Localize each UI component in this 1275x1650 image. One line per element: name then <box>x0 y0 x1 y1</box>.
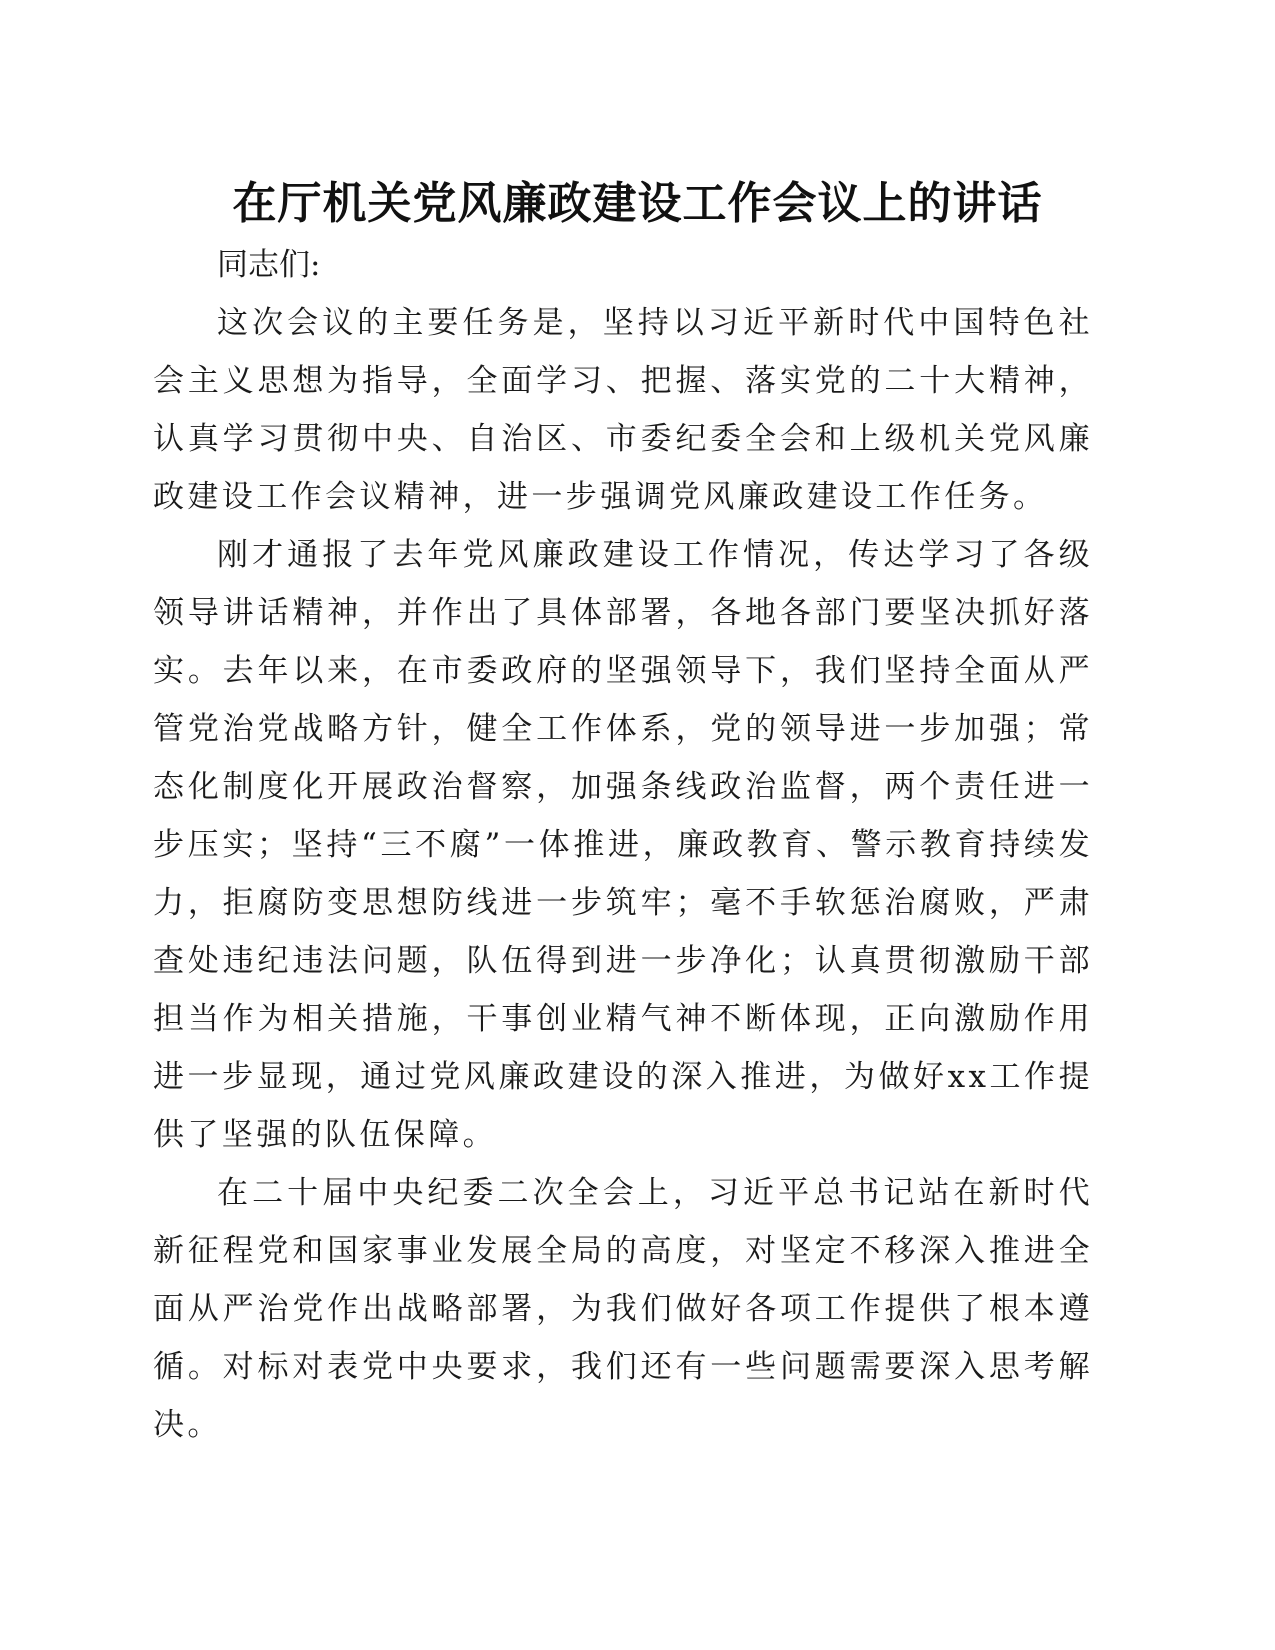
paragraph-2: 刚才通报了去年党风廉政建设工作情况，传达学习了各级领导讲话精神，并作出了具体部署，各地各部门要坚决抓好落实。去年以来，在市委政府的坚强领导下，我们坚持全面从严管党治党战略方针，健全工作体系，党的领导进一步加强；常态化制度化开展政治督察，加强条线政治监督，两个责任进一步压实；坚持“三不腐”一体推进，廉政教育、警示教育持续发力，拒腐防变思想防线进一步筑牢；毫不手软惩治腐败，严肃查处违纪违法问题，队伍得到进一步净化；认真贯彻激励干部担当作为相关措施，干事创业精气神不断体现，正向激励作用进一步显现，通过党风廉政建设的深入推进，为做好xx工作提供了坚强的队伍保障。 <box>153 537 1093 1153</box>
greeting: 同志们: <box>217 247 321 283</box>
document-body <box>153 236 1093 1454</box>
document-title: 在厅机关党风廉政建设工作会议上的讲话 <box>232 178 1043 229</box>
paragraph-1: 这次会议的主要任务是，坚持以习近平新时代中国特色社会主义思想为指导，全面学习、把握、落实党的二十大精神，认真学习贯彻中央、自治区、市委纪委全会和上级机关党风廉政建设工作会议精神，进一步强调党风廉政建设工作任务。 <box>153 305 1093 515</box>
paragraph-3: 在二十届中央纪委二次全会上，习近平总书记站在新时代新征程党和国家事业发展全局的高度，对坚定不移深入推进全面从严治党作出战略部署，为我们做好各项工作提供了根本遵循。对标对表党中央要求，我们还有一些问题需要深入思考解决。 <box>153 1175 1093 1443</box>
